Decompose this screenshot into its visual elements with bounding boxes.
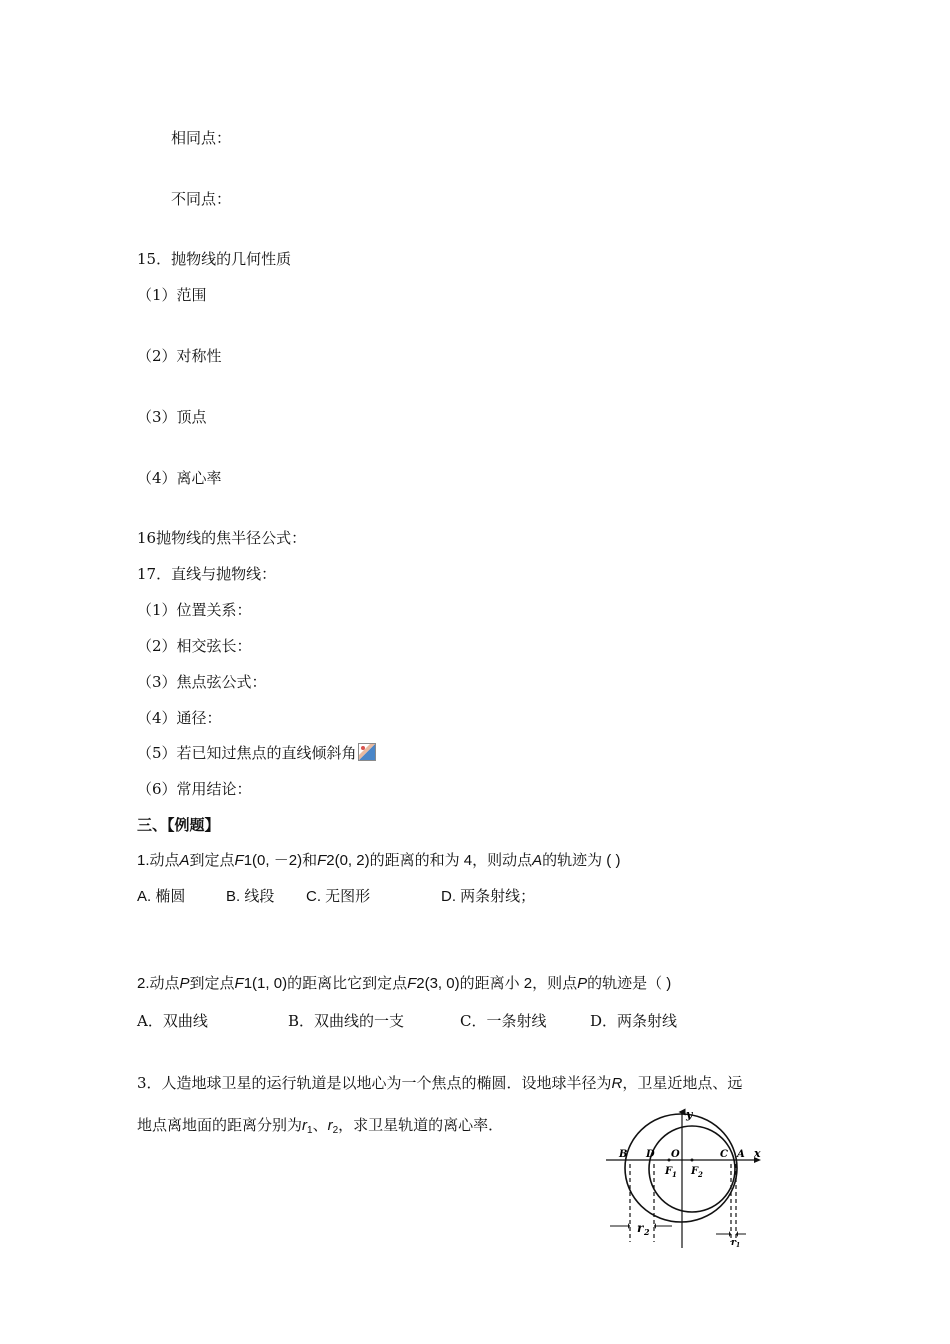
q1-var-f2: F bbox=[317, 852, 327, 869]
q2-var-f1: F bbox=[234, 975, 244, 992]
q3-text-1b: ，卫星近地点、远 bbox=[622, 1074, 743, 1092]
broken-image-icon bbox=[358, 743, 376, 761]
section-17-title: 17．直线与抛物线： bbox=[137, 565, 277, 583]
q3-var-r1: r bbox=[302, 1117, 308, 1134]
label-f2: F bbox=[691, 1166, 699, 1177]
q1-text-1: 1.动点 bbox=[137, 852, 180, 869]
q1-option-d: D. 两条射线； bbox=[441, 888, 536, 905]
diff-points-label: 不同点： bbox=[171, 190, 232, 208]
q2-text-1: 2.动点 bbox=[137, 975, 180, 992]
label-r2: r bbox=[637, 1221, 644, 1235]
q1-text-2: 到定点 bbox=[189, 852, 235, 869]
question-2 bbox=[137, 974, 671, 994]
q1-option-c: C. 无图形 bbox=[306, 888, 371, 905]
section-16-title: 16抛物线的焦半径公式： bbox=[137, 529, 307, 547]
section-17-item-4: （4）通径： bbox=[137, 709, 222, 727]
q3-sub-2: 2 bbox=[332, 1125, 339, 1136]
q1-var-a2: A bbox=[532, 852, 543, 869]
q1-option-a: A. 椭圆 bbox=[137, 888, 186, 905]
q3-text-2a: 地点离地面的距离分别为 bbox=[137, 1116, 303, 1134]
q2-option-d: D．两条射线 bbox=[590, 1012, 678, 1030]
q2-text-3: 1(1, 0)的距离比它到定点 bbox=[243, 975, 408, 992]
orbit-diagram bbox=[604, 1108, 772, 1248]
q3-text-2b: ，求卫星轨道的离心率． bbox=[338, 1116, 504, 1134]
label-a: A bbox=[737, 1149, 745, 1160]
q2-option-c: C．一条射线 bbox=[460, 1012, 547, 1030]
q2-var-f2: F bbox=[407, 975, 417, 992]
q3-text-1a: 3．人造地球卫星的运行轨道是以地心为一个焦点的椭圆．设地球半径为 bbox=[137, 1074, 612, 1092]
q1-var-a: A bbox=[179, 852, 190, 869]
section-17-item-2: （2）相交弦长： bbox=[137, 637, 252, 655]
focus-dot-2 bbox=[691, 1159, 694, 1162]
label-y: y bbox=[686, 1108, 693, 1121]
q3-var-r2: r bbox=[327, 1117, 333, 1134]
q3-sep: 、 bbox=[312, 1116, 328, 1134]
section-15-item-4: （4）离心率 bbox=[137, 469, 222, 487]
q1-var-f1: F bbox=[234, 852, 244, 869]
section-15-item-2: （2）对称性 bbox=[137, 347, 222, 365]
label-d: D bbox=[646, 1149, 655, 1160]
label-f1-sub: 1 bbox=[672, 1170, 677, 1179]
examples-heading: 三、【例题】 bbox=[137, 816, 220, 834]
section-17-item-1: （1）位置关系： bbox=[137, 601, 252, 619]
section-17-item-3: （3）焦点弦公式： bbox=[137, 673, 267, 691]
q1-option-b: B. 线段 bbox=[226, 888, 275, 905]
section-15-title: 15．抛物线的几何性质 bbox=[137, 250, 292, 268]
q2-var-p2: P bbox=[577, 975, 588, 992]
q2-option-b: B．双曲线的一支 bbox=[288, 1012, 405, 1030]
q2-text-5: 的轨迹是（ ) bbox=[587, 975, 672, 992]
q2-text-2: 到定点 bbox=[189, 975, 235, 992]
same-points-label: 相同点： bbox=[171, 129, 232, 147]
label-r1: r bbox=[731, 1238, 736, 1248]
section-15-item-1: （1）范围 bbox=[137, 286, 207, 304]
label-o: O bbox=[671, 1149, 680, 1160]
section-15-item-3: （3）顶点 bbox=[137, 408, 207, 426]
label-r1-sub: 1 bbox=[736, 1242, 741, 1248]
question-3-line-1 bbox=[137, 1073, 742, 1094]
orbit-ellipse bbox=[625, 1114, 737, 1222]
label-b: B bbox=[619, 1149, 628, 1160]
q1-text-5: 的轨迹为 ( ) bbox=[542, 852, 621, 869]
label-r2-sub: 2 bbox=[644, 1227, 650, 1237]
section-17-item-5-text: （5）若已知过焦点的直线倾斜角 bbox=[137, 744, 357, 762]
label-c: C bbox=[720, 1149, 728, 1160]
q2-option-a: A．双曲线 bbox=[137, 1012, 208, 1030]
question-3-line-2 bbox=[137, 1115, 503, 1141]
q2-var-p: P bbox=[179, 975, 190, 992]
q2-text-4: 2(3, 0)的距离小 2，则点 bbox=[416, 975, 578, 992]
question-1 bbox=[137, 851, 620, 871]
label-f1: F bbox=[665, 1166, 673, 1177]
q1-text-4: 2(0, 2)的距离的和为 4，则动点 bbox=[326, 852, 533, 869]
section-17-item-5 bbox=[137, 743, 376, 763]
label-x: x bbox=[754, 1147, 761, 1160]
q1-text-3: 1(0, －2)和 bbox=[243, 852, 318, 869]
section-17-item-6: （6）常用结论： bbox=[137, 780, 252, 798]
q3-sub-1: 1 bbox=[307, 1125, 313, 1136]
q3-var-r-big: R bbox=[611, 1075, 623, 1092]
label-f2-sub: 2 bbox=[698, 1170, 703, 1179]
